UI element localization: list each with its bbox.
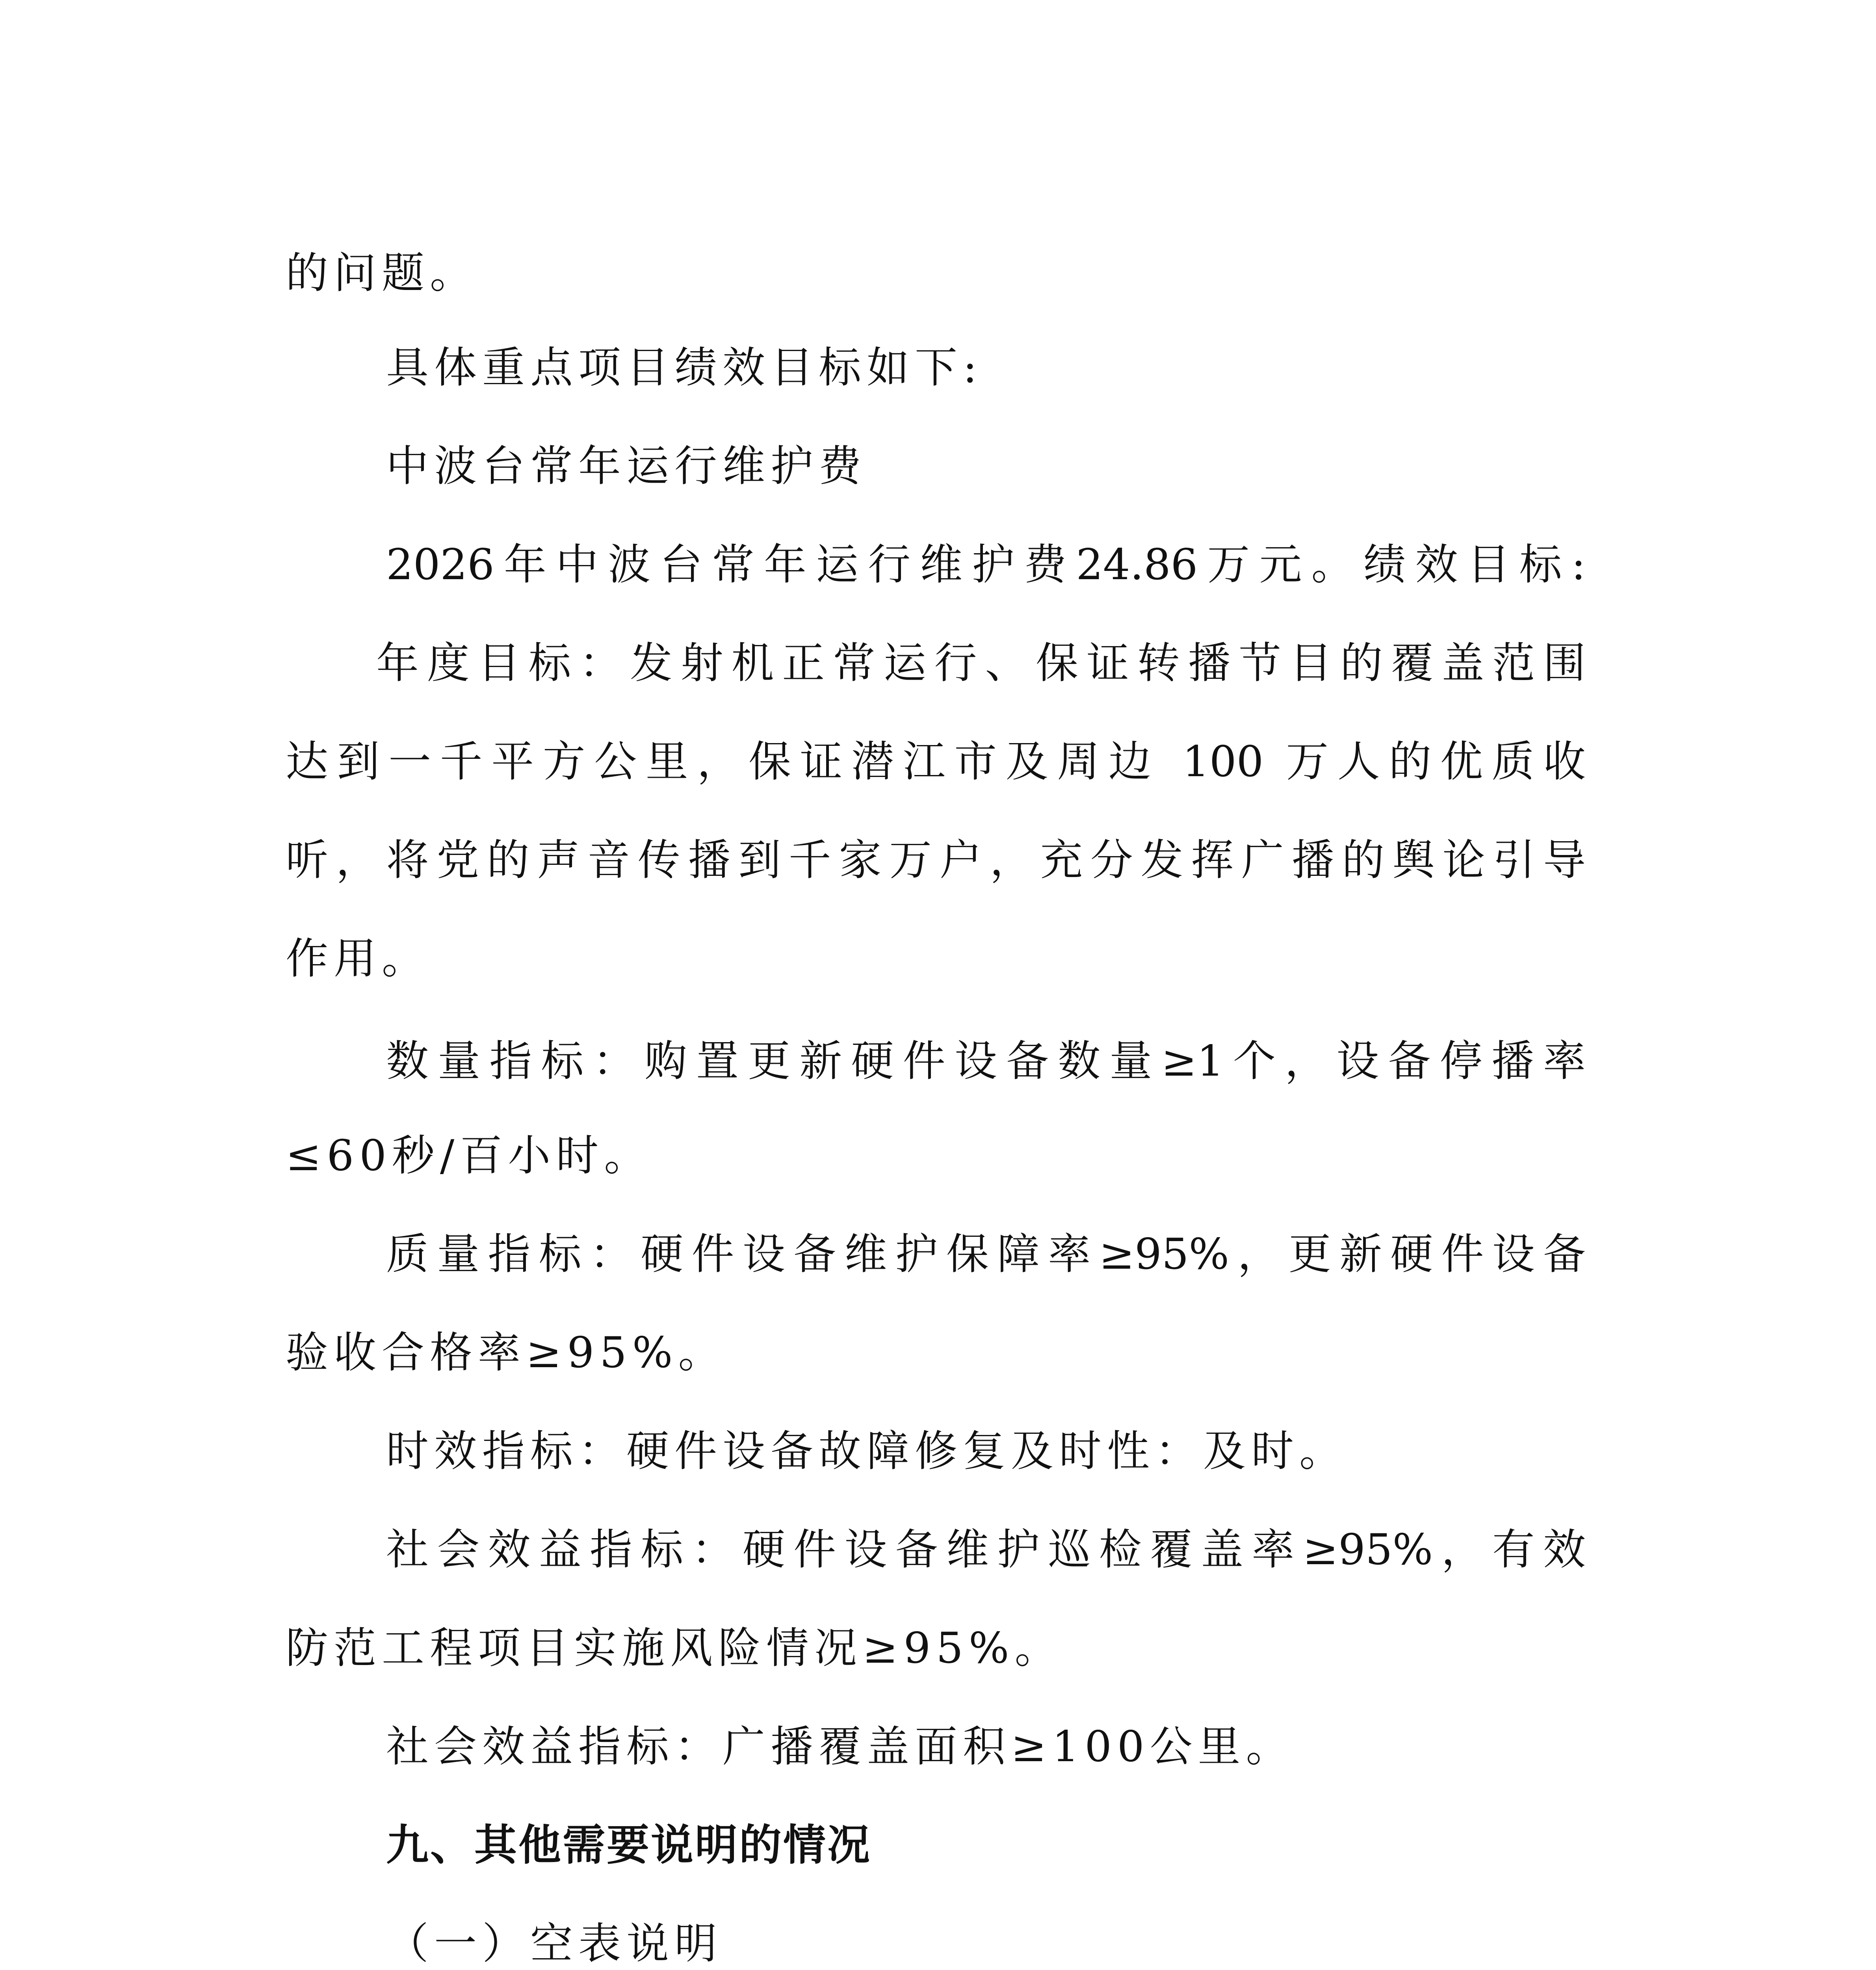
subsection-heading: （一）空表说明: [386, 1919, 723, 1968]
text-line: 数量指标：购置更新硬件设备数量≥1个，设备停播率: [386, 1037, 1586, 1086]
text-line: 防范工程项目实施风险情况≥95%。: [286, 1624, 1063, 1673]
section-heading: 九、其他需要说明的情况: [386, 1821, 872, 1870]
text-line: 社会效益指标：广播覆盖面积≥100公里。: [386, 1722, 1294, 1771]
text-line: 具体重点项目绩效目标如下:: [386, 343, 983, 392]
text-line: 的问题。: [286, 249, 478, 298]
text-line: 中波台常年运行维护费: [386, 442, 867, 491]
text-line: 质量指标：硬件设备维护保障率≥95%，更新硬件设备: [386, 1230, 1586, 1279]
text-line: 验收合格率≥95%。: [286, 1328, 726, 1377]
text-line: 达到一千平方公里，保证潜江市及周边 100 万人的优质收: [286, 737, 1586, 786]
text-line: 听，将党的声音传播到千家万户，充分发挥广播的舆论引导: [286, 836, 1586, 885]
text-line: 作用。: [286, 934, 430, 983]
text-line: 社会效益指标：硬件设备维护巡检覆盖率≥95%，有效: [386, 1525, 1586, 1574]
text-line: 年度目标：发射机正常运行、保证转播节目的覆盖范围: [376, 639, 1586, 688]
text-line: 2026年中波台常年运行维护费24.86万元。绩效目标:: [386, 540, 1586, 589]
text-line: ≤60秒/百小时。: [286, 1131, 652, 1180]
text-line: 时效指标：硬件设备故障修复及时性：及时。: [386, 1427, 1348, 1476]
